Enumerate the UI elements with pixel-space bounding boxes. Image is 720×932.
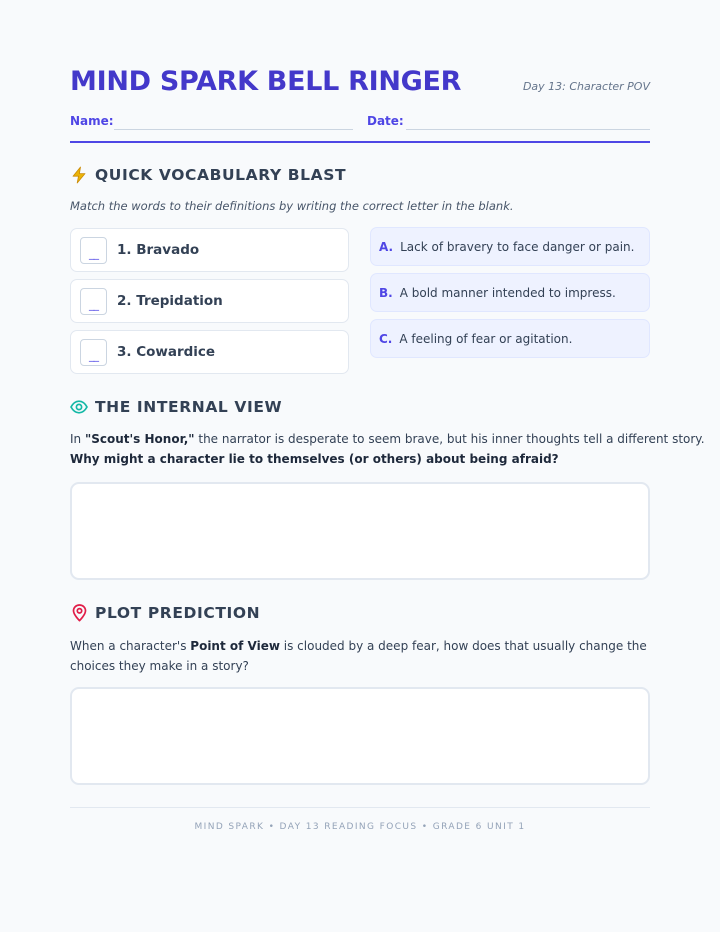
definition-letter: C. — [379, 331, 393, 346]
map-pin-icon — [70, 604, 88, 622]
plot-prediction-prompt — [70, 636, 650, 676]
plot-prediction-heading-label: PLOT PREDICTION — [95, 604, 261, 622]
definition-text: A feeling of fear or agitation. — [399, 331, 573, 346]
header-divider — [70, 141, 650, 143]
definition-letter: B. — [379, 285, 393, 300]
vocab-word-card — [70, 330, 349, 374]
internal-view-heading-label: THE INTERNAL VIEW — [95, 398, 283, 416]
date-field[interactable] — [406, 129, 650, 130]
answer-blank[interactable]: __ — [80, 237, 107, 264]
prompt-prefix: In — [70, 432, 85, 446]
prompt-rest: the narrator is desperate to seem brave, but his inner thoughts tell a different story. — [194, 432, 705, 446]
name-label: Name: — [70, 114, 114, 128]
eye-icon — [70, 398, 88, 416]
vocab-word: 3. Cowardice — [117, 344, 216, 360]
vocab-section-heading — [70, 166, 346, 184]
plot-prediction-answer-box[interactable] — [70, 687, 650, 785]
internal-view-heading — [70, 398, 282, 416]
vocab-instructions: Match the words to their definitions by writing the correct letter in the blank. — [70, 199, 514, 213]
date-label: Date: — [367, 114, 404, 128]
definition-card — [370, 273, 650, 312]
internal-view-question: Why might a character lie to themselves (or others) about being afraid? — [70, 452, 559, 466]
answer-blank[interactable]: __ — [80, 339, 107, 366]
name-field[interactable] — [114, 129, 353, 130]
vocab-word: 2. Trepidation — [117, 293, 223, 309]
page-footer: MIND SPARK • DAY 13 READING FOCUS • GRADE 6 UNIT 1 — [194, 822, 526, 832]
definition-letter: A. — [379, 239, 394, 254]
day-label: Day 13: Character POV — [522, 80, 650, 93]
answer-blank[interactable]: __ — [80, 288, 107, 315]
definition-text: Lack of bravery to face danger or pain. — [400, 239, 635, 254]
vocab-word-card — [70, 228, 349, 272]
internal-view-prompt — [70, 429, 705, 469]
vocab-word-card — [70, 279, 349, 323]
story-title: "Scout's Honor," — [84, 432, 195, 446]
lightning-bolt-icon — [70, 166, 88, 184]
plot-prediction-heading — [70, 604, 260, 622]
internal-view-answer-box[interactable] — [70, 482, 650, 580]
page-title: MIND SPARK BELL RINGER — [70, 66, 462, 97]
definition-card — [370, 227, 650, 266]
prompt-end: is clouded by a deep fear, how does that usually change the choices they make in a story? — [70, 639, 647, 673]
prompt-bold: Point of View — [190, 639, 280, 653]
definition-text: A bold manner intended to impress. — [399, 285, 616, 300]
vocab-word: 1. Bravado — [117, 242, 200, 258]
prompt-start: When a character's — [70, 639, 191, 653]
footer-divider — [70, 807, 650, 808]
definition-card — [370, 319, 650, 358]
vocab-heading-label: QUICK VOCABULARY BLAST — [95, 166, 347, 184]
